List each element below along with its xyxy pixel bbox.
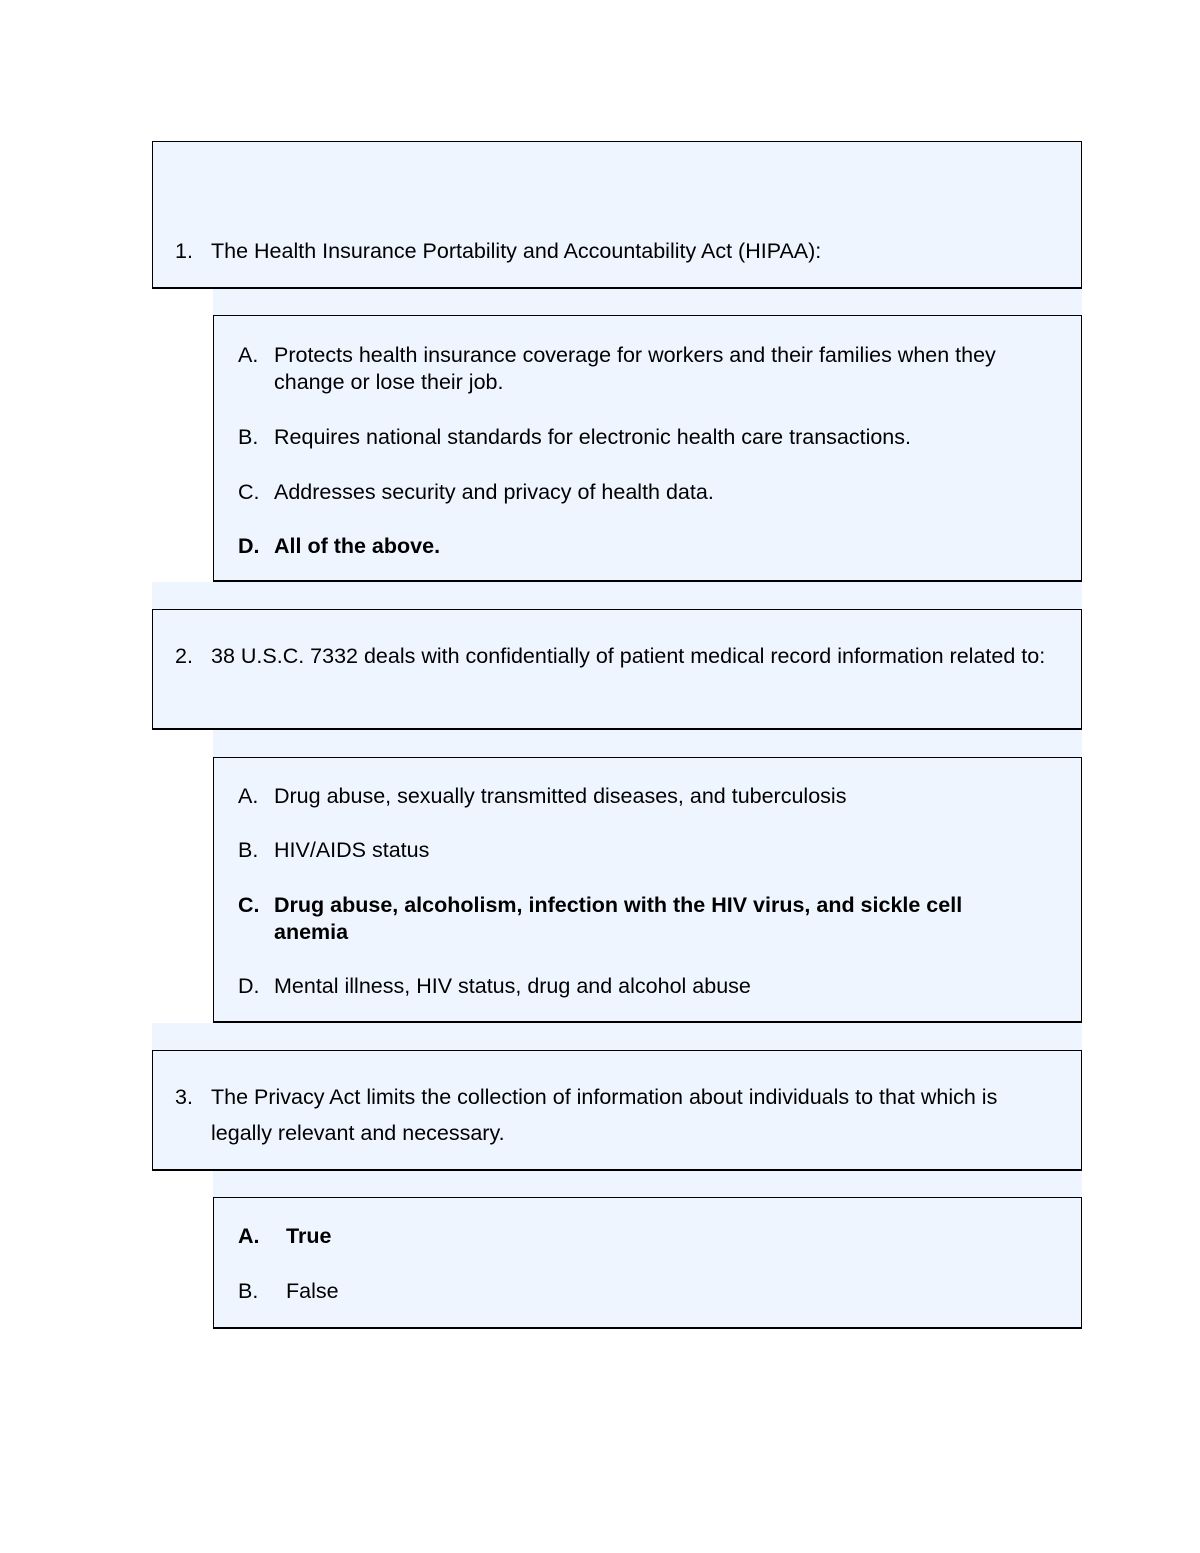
answer-2-b (238, 837, 1031, 864)
answer-letter: A. (238, 784, 259, 808)
answer-1-b (238, 424, 1031, 451)
answer-letter: C. (238, 893, 260, 917)
answer-text: True (286, 1224, 332, 1248)
spacer-strip (152, 582, 1082, 610)
answer-text: False (286, 1279, 339, 1303)
answer-2-c-correct (238, 892, 1031, 946)
spacer-strip (213, 1171, 1082, 1198)
answer-letter: B. (238, 425, 259, 449)
answers-3-box (213, 1197, 1082, 1329)
answer-letter: D. (238, 974, 260, 998)
answer-text: Requires national standards for electronic health care transactions. (274, 425, 911, 449)
question-3-box (152, 1050, 1082, 1171)
spacer-strip (213, 730, 1082, 757)
question-2-text: 38 U.S.C. 7332 deals with confidentially of patient medical record information related to: (211, 644, 1046, 668)
question-2 (175, 638, 1051, 674)
question-2-box (152, 609, 1082, 730)
answer-3-a-correct (238, 1223, 1031, 1250)
answer-1-a (238, 342, 1031, 396)
answer-text: Addresses security and privacy of health data. (274, 480, 714, 504)
answer-text: HIV/AIDS status (274, 838, 430, 862)
answer-2-a (238, 783, 1031, 810)
question-3 (175, 1079, 1051, 1151)
question-1-number: 1. (175, 239, 193, 263)
answer-letter: C. (238, 480, 260, 504)
question-2-number: 2. (175, 644, 193, 668)
answer-text: Drug abuse, alcoholism, infection with the HIV virus, and sickle cell anemia (274, 893, 963, 944)
answer-letter: B. (238, 1279, 259, 1303)
answer-letter: B. (238, 838, 259, 862)
spacer-strip (152, 1023, 1082, 1051)
question-1 (175, 233, 1051, 269)
answer-text: Mental illness, HIV status, drug and alcohol abuse (274, 974, 751, 998)
spacer-strip (213, 289, 1082, 315)
answer-letter: A. (238, 343, 259, 367)
question-1-box (152, 141, 1082, 289)
answer-1-d-correct (238, 533, 1031, 560)
answer-text: All of the above. (274, 534, 441, 558)
answers-2-box (213, 757, 1082, 1023)
answer-text: Protects health insurance coverage for workers and their families when they change or lose their job. (274, 343, 996, 394)
answer-letter: D. (238, 534, 260, 558)
answer-letter: A. (238, 1224, 260, 1248)
question-1-text: The Health Insurance Portability and Accountability Act (HIPAA): (211, 239, 822, 263)
question-3-number: 3. (175, 1085, 193, 1109)
answer-2-d (238, 973, 1031, 1000)
answer-text: Drug abuse, sexually transmitted diseases, and tuberculosis (274, 784, 847, 808)
question-3-text: The Privacy Act limits the collection of information about individuals to that which is legally relevant and necessary. (211, 1085, 998, 1145)
answer-1-c (238, 479, 1031, 506)
answer-3-b (238, 1278, 1031, 1305)
answers-1-box (213, 315, 1082, 582)
